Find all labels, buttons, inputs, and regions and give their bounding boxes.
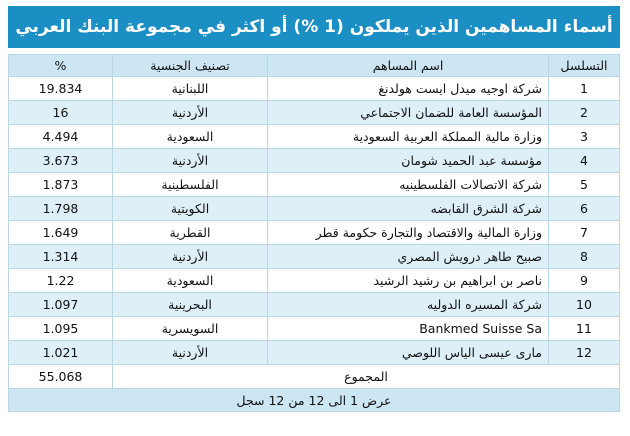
row-index: 9: [549, 269, 620, 293]
nationality: الفلسطينية: [113, 173, 268, 197]
nationality: اللبنانية: [113, 77, 268, 101]
column-header-name: اسم المساهم: [268, 55, 549, 77]
nationality: الكويتية: [113, 197, 268, 221]
shareholder-name: وزارة مالية المملكة العربية السعودية: [268, 125, 549, 149]
row-index: 2: [549, 101, 620, 125]
row-index: 3: [549, 125, 620, 149]
shareholder-name: مارى عيسى الياس اللوصي: [268, 341, 549, 365]
shareholder-name: مؤسسة عبد الحميد شومان: [268, 149, 549, 173]
row-index: 7: [549, 221, 620, 245]
table-row: [9, 245, 620, 269]
percent-value: 1.095: [9, 317, 113, 341]
percent-value: 1.021: [9, 341, 113, 365]
shareholders-panel: [8, 6, 620, 412]
nationality: القطرية: [113, 221, 268, 245]
nationality: السعودية: [113, 125, 268, 149]
shareholder-name: وزارة المالية والاقتصاد والتجارة حكومة قطر: [268, 221, 549, 245]
shareholder-name: شركة المسيره الدوليه: [268, 293, 549, 317]
shareholder-name: شركة الشرق القابضه: [268, 197, 549, 221]
page-title: أسماء المساهمين الذين يملكون (1 %) أو اكثر في مجموعة البنك العربي: [8, 6, 620, 48]
column-header-percent: %: [9, 55, 113, 77]
percent-value: 19.834: [9, 77, 113, 101]
table-row: [9, 317, 620, 341]
shareholder-name: Bankmed Suisse Sa: [268, 317, 549, 341]
row-index: 8: [549, 245, 620, 269]
total-row: [9, 365, 620, 389]
percent-value: 1.22: [9, 269, 113, 293]
nationality: الأردنية: [113, 245, 268, 269]
records-summary: عرض 1 الى 12 من 12 سجل: [9, 389, 620, 412]
shareholders-table: [8, 54, 620, 412]
percent-value: 1.873: [9, 173, 113, 197]
shareholder-name: المؤسسة العامة للضمان الاجتماعي: [268, 101, 549, 125]
table-row: [9, 341, 620, 365]
table-row: [9, 101, 620, 125]
table-row: [9, 149, 620, 173]
percent-value: 4.494: [9, 125, 113, 149]
percent-value: 1.314: [9, 245, 113, 269]
shareholder-name: ناصر بن ابراهيم بن رشيد الرشيد: [268, 269, 549, 293]
row-index: 11: [549, 317, 620, 341]
nationality: الأردنية: [113, 101, 268, 125]
row-index: 12: [549, 341, 620, 365]
row-index: 10: [549, 293, 620, 317]
table-row: [9, 173, 620, 197]
percent-value: 1.798: [9, 197, 113, 221]
table-row: [9, 77, 620, 101]
column-header-nationality: تصنيف الجنسية: [113, 55, 268, 77]
table-row: [9, 125, 620, 149]
nationality: الأردنية: [113, 341, 268, 365]
table-row: [9, 221, 620, 245]
table-row: [9, 197, 620, 221]
total-label: المجموع: [113, 365, 620, 389]
row-index: 6: [549, 197, 620, 221]
column-header-index: التسلسل: [549, 55, 620, 77]
nationality: السعودية: [113, 269, 268, 293]
shareholder-name: صبيح طاهر درويش المصري: [268, 245, 549, 269]
total-value: 55.068: [9, 365, 113, 389]
shareholder-name: شركة الاتصالات الفلسطينيه: [268, 173, 549, 197]
percent-value: 16: [9, 101, 113, 125]
nationality: البحرينية: [113, 293, 268, 317]
table-header-row: [9, 55, 620, 77]
row-index: 4: [549, 149, 620, 173]
row-index: 1: [549, 77, 620, 101]
table-row: [9, 293, 620, 317]
footer-row: [9, 389, 620, 412]
nationality: الأردنية: [113, 149, 268, 173]
row-index: 5: [549, 173, 620, 197]
shareholder-name: شركة اوجيه ميدل ايست هولدنغ: [268, 77, 549, 101]
table-row: [9, 269, 620, 293]
percent-value: 3.673: [9, 149, 113, 173]
percent-value: 1.649: [9, 221, 113, 245]
nationality: السويسرية: [113, 317, 268, 341]
percent-value: 1.097: [9, 293, 113, 317]
